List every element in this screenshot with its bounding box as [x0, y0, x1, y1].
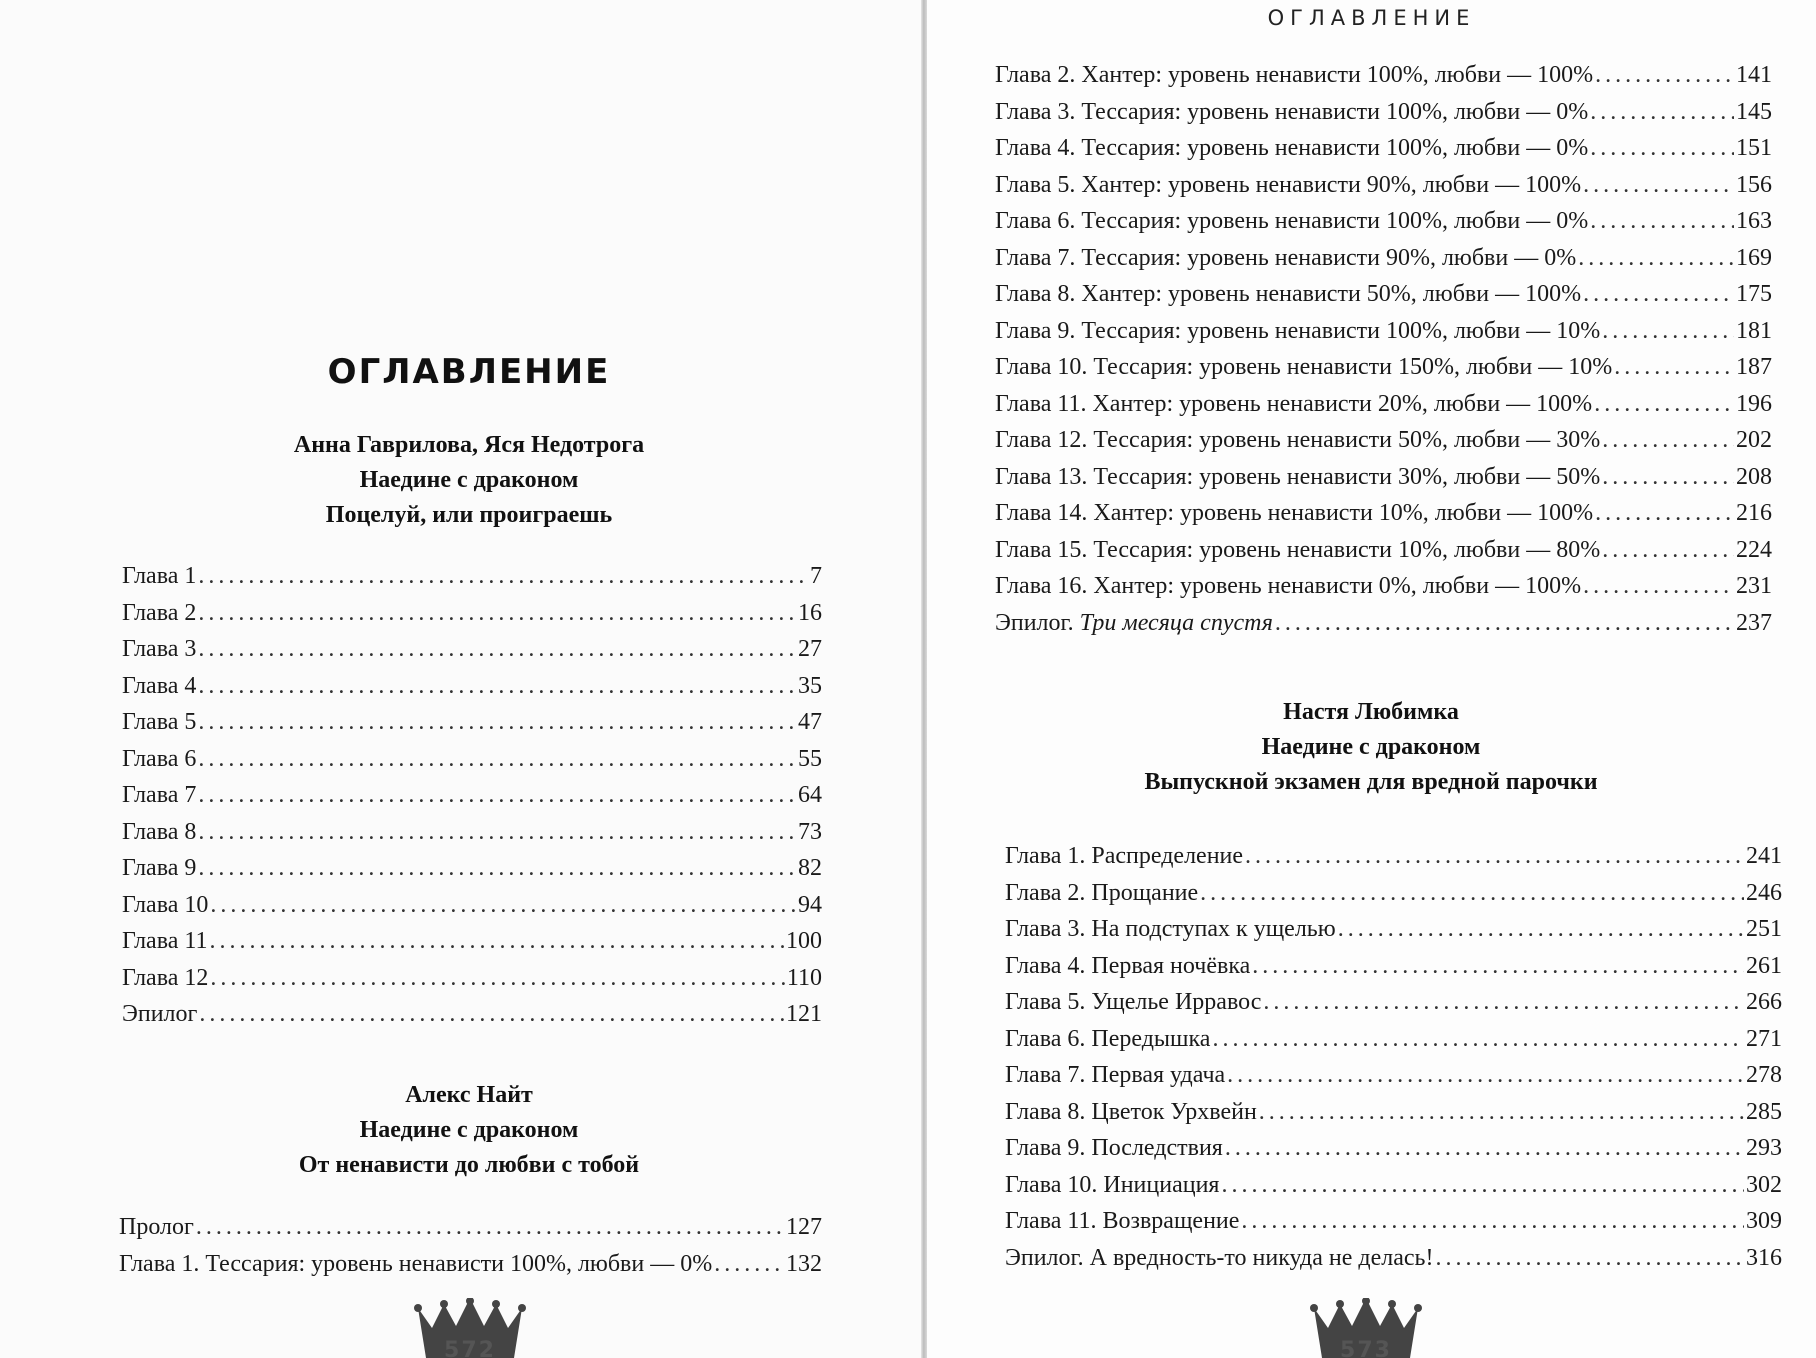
toc-entry-label: Глава 5. Ущелье Ирравос: [1005, 989, 1262, 1015]
toc-entry-page-number: 271: [1746, 1025, 1782, 1052]
toc-entry: [1005, 1208, 1782, 1245]
book-authors: Алекс Найт: [405, 1082, 533, 1108]
toc-entry: [122, 892, 822, 929]
leader-dots: [210, 892, 796, 919]
leader-dots: [1225, 1135, 1744, 1162]
right-page: [927, 0, 1816, 1358]
toc-entry-page-number: 208: [1736, 463, 1772, 490]
leader-dots: [198, 782, 796, 809]
toc-entry-label: Глава 4. Тессария: уровень ненависти 100%, любви — 0%: [995, 135, 1589, 161]
toc-entry: [1005, 880, 1782, 917]
toc-entry: [995, 135, 1772, 172]
toc-entry-label: Глава 9. Тессария: уровень ненависти 100%, любви — 10%: [995, 317, 1601, 344]
toc-entry-label: Эпилог. Три месяца спустя: [995, 609, 1273, 636]
toc-entry-page-number: 94: [798, 891, 822, 918]
leader-dots: [1594, 391, 1734, 418]
book-1-heading: [0, 428, 925, 533]
book-series: Наедине с драконом: [359, 467, 579, 493]
toc-entry-page-number: 35: [798, 672, 822, 699]
toc-entry-page-number: 156: [1736, 171, 1772, 198]
book-series: Наедине с драконом: [359, 1117, 579, 1143]
toc-entry-label: Глава 13. Тессария: уровень ненависти 30%, любви — 50%: [995, 463, 1601, 490]
leader-dots: [198, 746, 796, 773]
toc-entry-label: Глава 12: [122, 964, 209, 991]
leader-dots: [1435, 1245, 1744, 1272]
leader-dots: [1602, 537, 1734, 564]
toc-entry: [995, 354, 1772, 391]
toc-entry-page-number: 7: [810, 563, 822, 589]
toc-entry: [122, 819, 822, 856]
toc-entry: [995, 172, 1772, 209]
toc-entry-label: Глава 10. Тессария: уровень ненависти 150%, любви — 10%: [995, 354, 1613, 380]
toc-entry-page-number: 181: [1736, 317, 1772, 344]
toc-entry-page-number: 196: [1736, 390, 1772, 417]
toc-entry: [1005, 1062, 1782, 1099]
running-head: ОГЛАВЛЕНИЕ: [1267, 6, 1476, 30]
toc-book-1: [122, 563, 822, 1038]
toc-book-2-part-1: [119, 1214, 822, 1287]
toc-entry-label: Глава 1. Тессария: уровень ненависти 100%, любви — 0%: [119, 1250, 713, 1277]
toc-entry-page-number: 64: [798, 782, 822, 808]
leader-dots: [1602, 427, 1734, 454]
toc-entry: [995, 281, 1772, 318]
leader-dots: [1590, 208, 1734, 235]
toc-entry: [119, 1214, 822, 1251]
toc-entry: [1005, 989, 1782, 1026]
toc-entry-page-number: 241: [1746, 843, 1782, 869]
toc-entry: [995, 610, 1772, 647]
toc-entry: [995, 500, 1772, 537]
toc-book-2-part-2: [995, 62, 1772, 646]
toc-entry: [995, 573, 1772, 610]
leader-dots: [1241, 1208, 1744, 1235]
leader-dots: [198, 855, 796, 882]
toc-entry-label: Глава 10. Инициация: [1005, 1171, 1220, 1198]
leader-dots: [196, 1214, 784, 1241]
leader-dots: [1583, 172, 1734, 199]
leader-dots: [1338, 916, 1744, 943]
leader-dots: [1578, 245, 1734, 272]
toc-entry: [122, 563, 822, 600]
leader-dots: [1263, 989, 1744, 1016]
crown-page-ornament: [1306, 1298, 1426, 1358]
toc-entry: [995, 245, 1772, 282]
leader-dots: [198, 819, 796, 846]
toc-entry: [995, 427, 1772, 464]
toc-entry-label: Пролог: [119, 1214, 194, 1240]
toc-entry-page-number: 316: [1746, 1244, 1782, 1271]
toc-entry-page-number: 82: [798, 855, 822, 881]
leader-dots: [198, 673, 796, 700]
toc-entry-page-number: 175: [1736, 281, 1772, 307]
toc-entry-page-number: 121: [786, 1001, 822, 1027]
book-title: Поцелуй, или проиграешь: [325, 502, 613, 528]
toc-entry-page-number: 16: [798, 599, 822, 626]
toc-entry-label: Глава 4: [122, 672, 197, 699]
toc-entry: [995, 99, 1772, 136]
toc-entry-page-number: 224: [1736, 536, 1772, 563]
toc-entry-page-number: 151: [1736, 135, 1772, 161]
toc-entry: [995, 537, 1772, 574]
toc-entry-label: Глава 6. Передышка: [1005, 1025, 1211, 1052]
toc-entry-label: Глава 2. Хантер: уровень ненависти 100%, любви — 100%: [995, 62, 1594, 88]
toc-entry: [119, 1251, 822, 1288]
toc-entry-label: Глава 3: [122, 636, 197, 662]
toc-entry-page-number: 246: [1746, 879, 1782, 906]
toc-entry-page-number: 266: [1746, 989, 1782, 1015]
toc-entry: [122, 673, 822, 710]
toc-entry-label: Глава 8. Цветок Урхвейн: [1005, 1098, 1257, 1125]
toc-entry: [122, 709, 822, 746]
toc-entry-page-number: 27: [798, 636, 822, 662]
toc-entry-subtitle: Три месяца спустя: [1079, 609, 1273, 636]
toc-entry-page-number: 285: [1746, 1098, 1782, 1125]
leader-dots: [1245, 843, 1744, 870]
toc-entry-label: Глава 2: [122, 599, 197, 626]
toc-entry-label: Глава 11. Возвращение: [1005, 1208, 1240, 1234]
toc-entry-label: Глава 8: [122, 818, 197, 845]
leader-dots: [1583, 573, 1734, 600]
leader-dots: [198, 709, 796, 736]
toc-entry-label: Глава 7. Первая удача: [1005, 1062, 1226, 1088]
toc-entry-label: Эпилог. А вредность-то никуда не делась!: [1005, 1244, 1434, 1271]
toc-entry-label: Глава 2. Прощание: [1005, 879, 1199, 906]
leader-dots: [209, 928, 784, 955]
leader-dots: [1602, 464, 1734, 491]
toc-entry: [122, 855, 822, 892]
toc-entry-page-number: 163: [1736, 208, 1772, 234]
toc-entry: [122, 782, 822, 819]
leader-dots: [1200, 880, 1744, 907]
toc-entry: [122, 636, 822, 673]
toc-entry: [122, 1001, 822, 1038]
toc-entry-page-number: 141: [1736, 62, 1772, 88]
toc-book-3: [1005, 843, 1782, 1281]
toc-entry-page-number: 302: [1746, 1171, 1782, 1198]
leader-dots: [1602, 318, 1734, 345]
toc-entry: [995, 464, 1772, 501]
toc-entry: [1005, 916, 1782, 953]
leader-dots: [1590, 135, 1734, 162]
toc-entry-label: Глава 3. На подступах к ущелью: [1005, 916, 1336, 942]
toc-entry-label: Глава 7. Тессария: уровень ненависти 90%, любви — 0%: [995, 244, 1577, 271]
toc-entry: [122, 965, 822, 1002]
toc-entry-label: Эпилог: [122, 1001, 198, 1027]
toc-entry-page-number: 202: [1736, 427, 1772, 453]
toc-entry-page-number: 261: [1746, 952, 1782, 979]
toc-entry-label: Глава 4. Первая ночёвка: [1005, 952, 1251, 979]
toc-entry-page-number: 127: [786, 1214, 822, 1240]
toc-entry-label: Глава 11: [122, 928, 208, 954]
toc-entry-page-number: 132: [786, 1250, 822, 1277]
toc-entry-label: Глава 9: [122, 855, 197, 881]
toc-entry-label: Глава 6. Тессария: уровень ненависти 100%, любви — 0%: [995, 208, 1589, 234]
toc-entry-label: Глава 9. Последствия: [1005, 1135, 1223, 1161]
leader-dots: [199, 1001, 784, 1028]
leader-dots: [198, 636, 796, 663]
leader-dots: [1212, 1026, 1744, 1053]
toc-entry: [995, 208, 1772, 245]
toc-entry: [1005, 1245, 1782, 1282]
toc-entry-label: Глава 5. Хантер: уровень ненависти 90%, любви — 100%: [995, 171, 1582, 198]
toc-entry: [122, 600, 822, 637]
toc-entry-page-number: 110: [786, 964, 822, 991]
book-3-heading: [967, 695, 1775, 800]
toc-entry-label: Глава 11. Хантер: уровень ненависти 20%, любви — 100%: [995, 390, 1593, 417]
leader-dots: [1221, 1172, 1744, 1199]
toc-entry: [1005, 1135, 1782, 1172]
toc-entry-label: Глава 8. Хантер: уровень ненависти 50%, любви — 100%: [995, 281, 1582, 307]
leader-dots: [1259, 1099, 1744, 1126]
leader-dots: [1595, 62, 1734, 89]
toc-entry: [995, 62, 1772, 99]
book-authors: Анна Гаврилова, Яся Недотрога: [293, 432, 645, 458]
toc-entry-page-number: 251: [1746, 916, 1782, 942]
toc-entry-page-number: 216: [1736, 500, 1772, 526]
toc-entry-page-number: 73: [798, 818, 822, 845]
toc-entry: [1005, 843, 1782, 880]
book-title: Выпускной экзамен для вредной парочки: [1144, 769, 1598, 795]
toc-entry-page-number: 187: [1736, 354, 1772, 380]
toc-entry-label: Глава 12. Тессария: уровень ненависти 50%, любви — 30%: [995, 427, 1601, 453]
toc-entry-page-number: 145: [1736, 98, 1772, 125]
book-2-heading: [0, 1078, 925, 1183]
toc-entry-label: Глава 5: [122, 709, 197, 735]
crown-page-ornament: [410, 1298, 530, 1358]
page-number: 572: [444, 1338, 496, 1358]
toc-entry-label: Глава 10: [122, 891, 209, 918]
toc-entry: [1005, 1099, 1782, 1136]
leader-dots: [198, 563, 808, 590]
toc-entry-page-number: 100: [786, 928, 822, 954]
toc-entry-label: Глава 1. Распределение: [1005, 843, 1244, 869]
toc-entry: [995, 318, 1772, 355]
book-series: Наедине с драконом: [1261, 734, 1481, 760]
toc-entry-page-number: 309: [1746, 1208, 1782, 1234]
leader-dots: [1252, 953, 1744, 980]
leader-dots: [1590, 99, 1734, 126]
toc-entry-page-number: 169: [1736, 244, 1772, 271]
leader-dots: [198, 600, 796, 627]
page-number: 573: [1340, 1338, 1392, 1358]
toc-entry: [122, 746, 822, 783]
leader-dots: [1227, 1062, 1744, 1089]
toc-entry: [1005, 1172, 1782, 1209]
leader-dots: [1583, 281, 1734, 308]
toc-entry-page-number: 47: [798, 709, 822, 735]
leader-dots: [1595, 500, 1734, 527]
toc-entry-label: Глава 15. Тессария: уровень ненависти 10%, любви — 80%: [995, 536, 1601, 563]
toc-entry-label: Глава 7: [122, 782, 197, 808]
toc-entry: [122, 928, 822, 965]
toc-entry-label: Глава 3. Тессария: уровень ненависти 100%, любви — 0%: [995, 98, 1589, 125]
book-title: От ненависти до любви с тобой: [298, 1152, 640, 1178]
leader-dots: [1614, 354, 1734, 381]
toc-entry-page-number: 231: [1736, 573, 1772, 599]
leader-dots: [714, 1251, 784, 1278]
toc-entry-page-number: 278: [1746, 1062, 1782, 1088]
book-authors: Настя Любимка: [1283, 699, 1459, 725]
leader-dots: [210, 965, 785, 992]
toc-entry: [1005, 953, 1782, 990]
toc-entry: [1005, 1026, 1782, 1063]
toc-entry-page-number: 293: [1746, 1135, 1782, 1161]
toc-entry-label: Глава 1: [122, 563, 197, 589]
toc-entry-page-number: 55: [798, 745, 822, 772]
leader-dots: [1275, 610, 1734, 637]
toc-entry-label: Глава 14. Хантер: уровень ненависти 10%, любви — 100%: [995, 500, 1594, 526]
toc-entry-label: Глава 6: [122, 745, 197, 772]
toc-entry-label: Глава 16. Хантер: уровень ненависти 0%, любви — 100%: [995, 573, 1582, 599]
toc-entry-page-number: 237: [1736, 609, 1772, 636]
page-title: ОГЛАВЛЕНИЕ: [327, 352, 611, 392]
toc-entry: [995, 391, 1772, 428]
